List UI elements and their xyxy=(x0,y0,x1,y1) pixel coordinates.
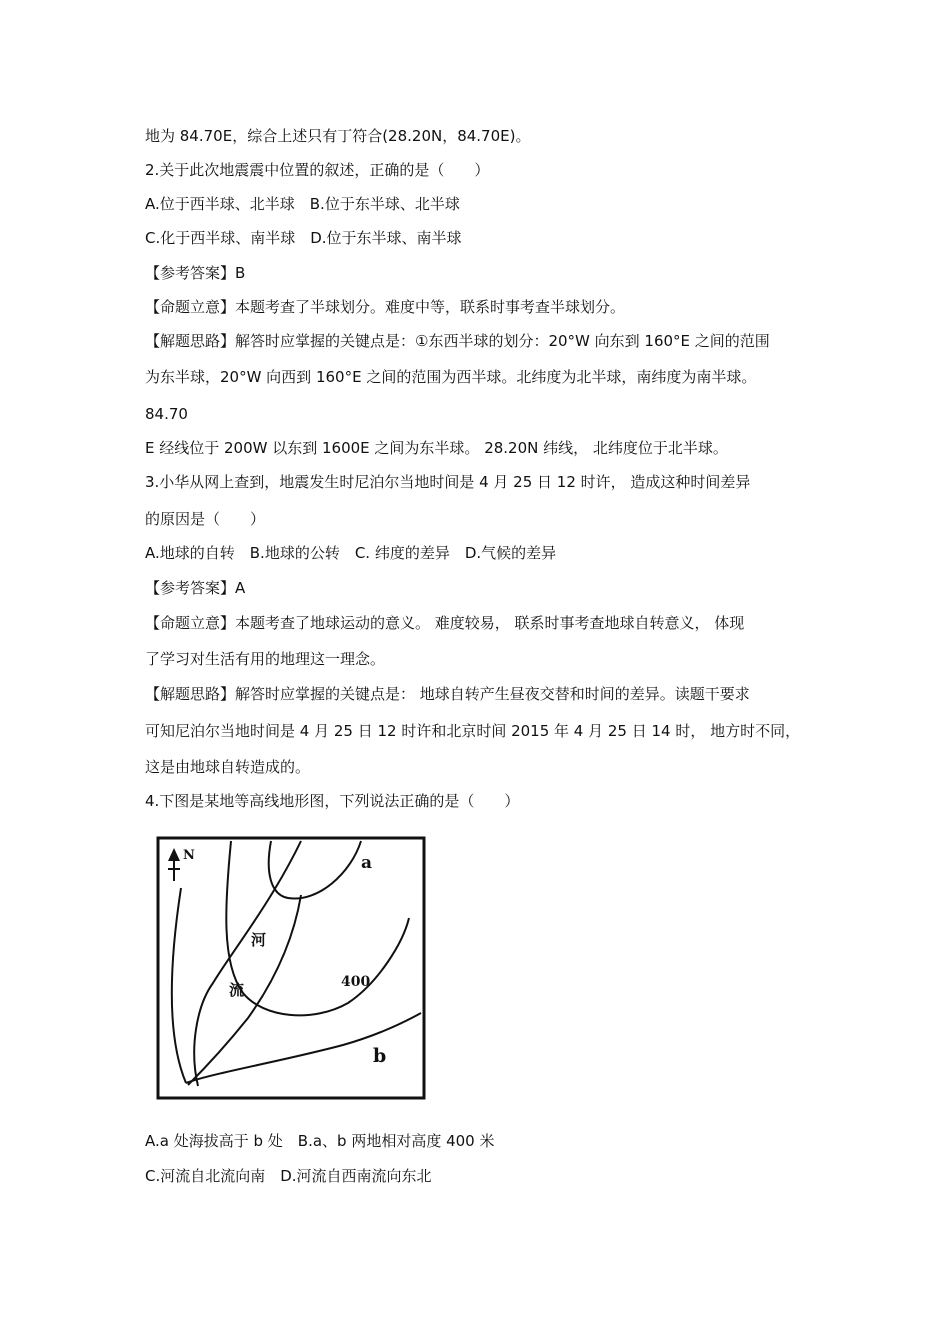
analysis-3-line-3: 这是由地球自转造成的。 xyxy=(145,758,311,776)
question-2: 2.关于此次地震震中位置的叙述，正确的是（ ） xyxy=(145,161,490,179)
analysis-2-line-3: 84.70 xyxy=(145,405,188,423)
question-3-continued: 的原因是（ ） xyxy=(145,510,266,528)
intent-3-line-1: 【命题立意】本题考查了地球运动的意义。 难度较易， 联系时事考查地球自转意义， 体现 xyxy=(145,614,745,632)
label-a: a xyxy=(361,853,373,873)
contour-map-svg xyxy=(153,833,430,1101)
question-4: 4.下图是某地等高线地形图，下列说法正确的是（ ） xyxy=(145,792,520,810)
question-4-options-ab: A.a 处海拔高于 b 处 B.a、b 两地相对高度 400 米 xyxy=(145,1132,495,1150)
analysis-2-line-2: 为东半球，20°W 向西到 160°E 之间的范围为西半球。北纬度为北半球，南纬度为南半球。 xyxy=(145,368,757,386)
answer-2: 【参考答案】B xyxy=(145,264,246,282)
intent-3-line-2: 了学习对生活有用的地理这一理念。 xyxy=(145,650,386,668)
question-4-options-cd: C.河流自北流向南 D.河流自西南流向东北 xyxy=(145,1167,432,1185)
question-3-options: A.地球的自转 B.地球的公转 C. 纬度的差异 D.气候的差异 xyxy=(145,544,557,562)
question-2-options-ab: A.位于西半球、北半球 B.位于东半球、北半球 xyxy=(145,195,460,213)
analysis-2-line-4: E 经线位于 200W 以东到 1600E 之间为东半球。 28.20N 纬线， 北纬度位于北半球。 xyxy=(145,439,728,457)
river-label-2: 流 xyxy=(229,981,245,999)
analysis-3-line-1: 【解题思路】解答时应掌握的关键点是： 地球自转产生昼夜交替和时间的差异。读题干要求 xyxy=(145,685,750,703)
contour-value-label: 400 xyxy=(341,974,371,990)
label-b: b xyxy=(373,1045,387,1067)
question-3: 3.小华从网上查到，地震发生时尼泊尔当地时间是 4 月 25 日 12 时许， 造成这种时间差异 xyxy=(145,473,751,491)
north-label: N xyxy=(183,848,195,863)
contour-map xyxy=(153,833,430,1101)
analysis-3-line-2: 可知尼泊尔当地时间是 4 月 25 日 12 时许和北京时间 2015 年 4 月 25 日 14 时， 地方时不同， xyxy=(145,722,801,740)
answer-3: 【参考答案】A xyxy=(145,579,246,597)
intent-2: 【命题立意】本题考查了半球划分。难度中等，联系时事考查半球划分。 xyxy=(145,298,626,316)
question-2-options-cd: C.化于西半球、南半球 D.位于东半球、南半球 xyxy=(145,229,462,247)
river-label-1: 河 xyxy=(251,931,267,949)
text-line: 地为 84.70E，综合上述只有丁符合(28.20N，84.70E)。 xyxy=(145,127,531,145)
analysis-2-line-1: 【解题思路】解答时应掌握的关键点是：①东西半球的划分：20°W 向东到 160°E 之间的范围 xyxy=(145,332,770,350)
